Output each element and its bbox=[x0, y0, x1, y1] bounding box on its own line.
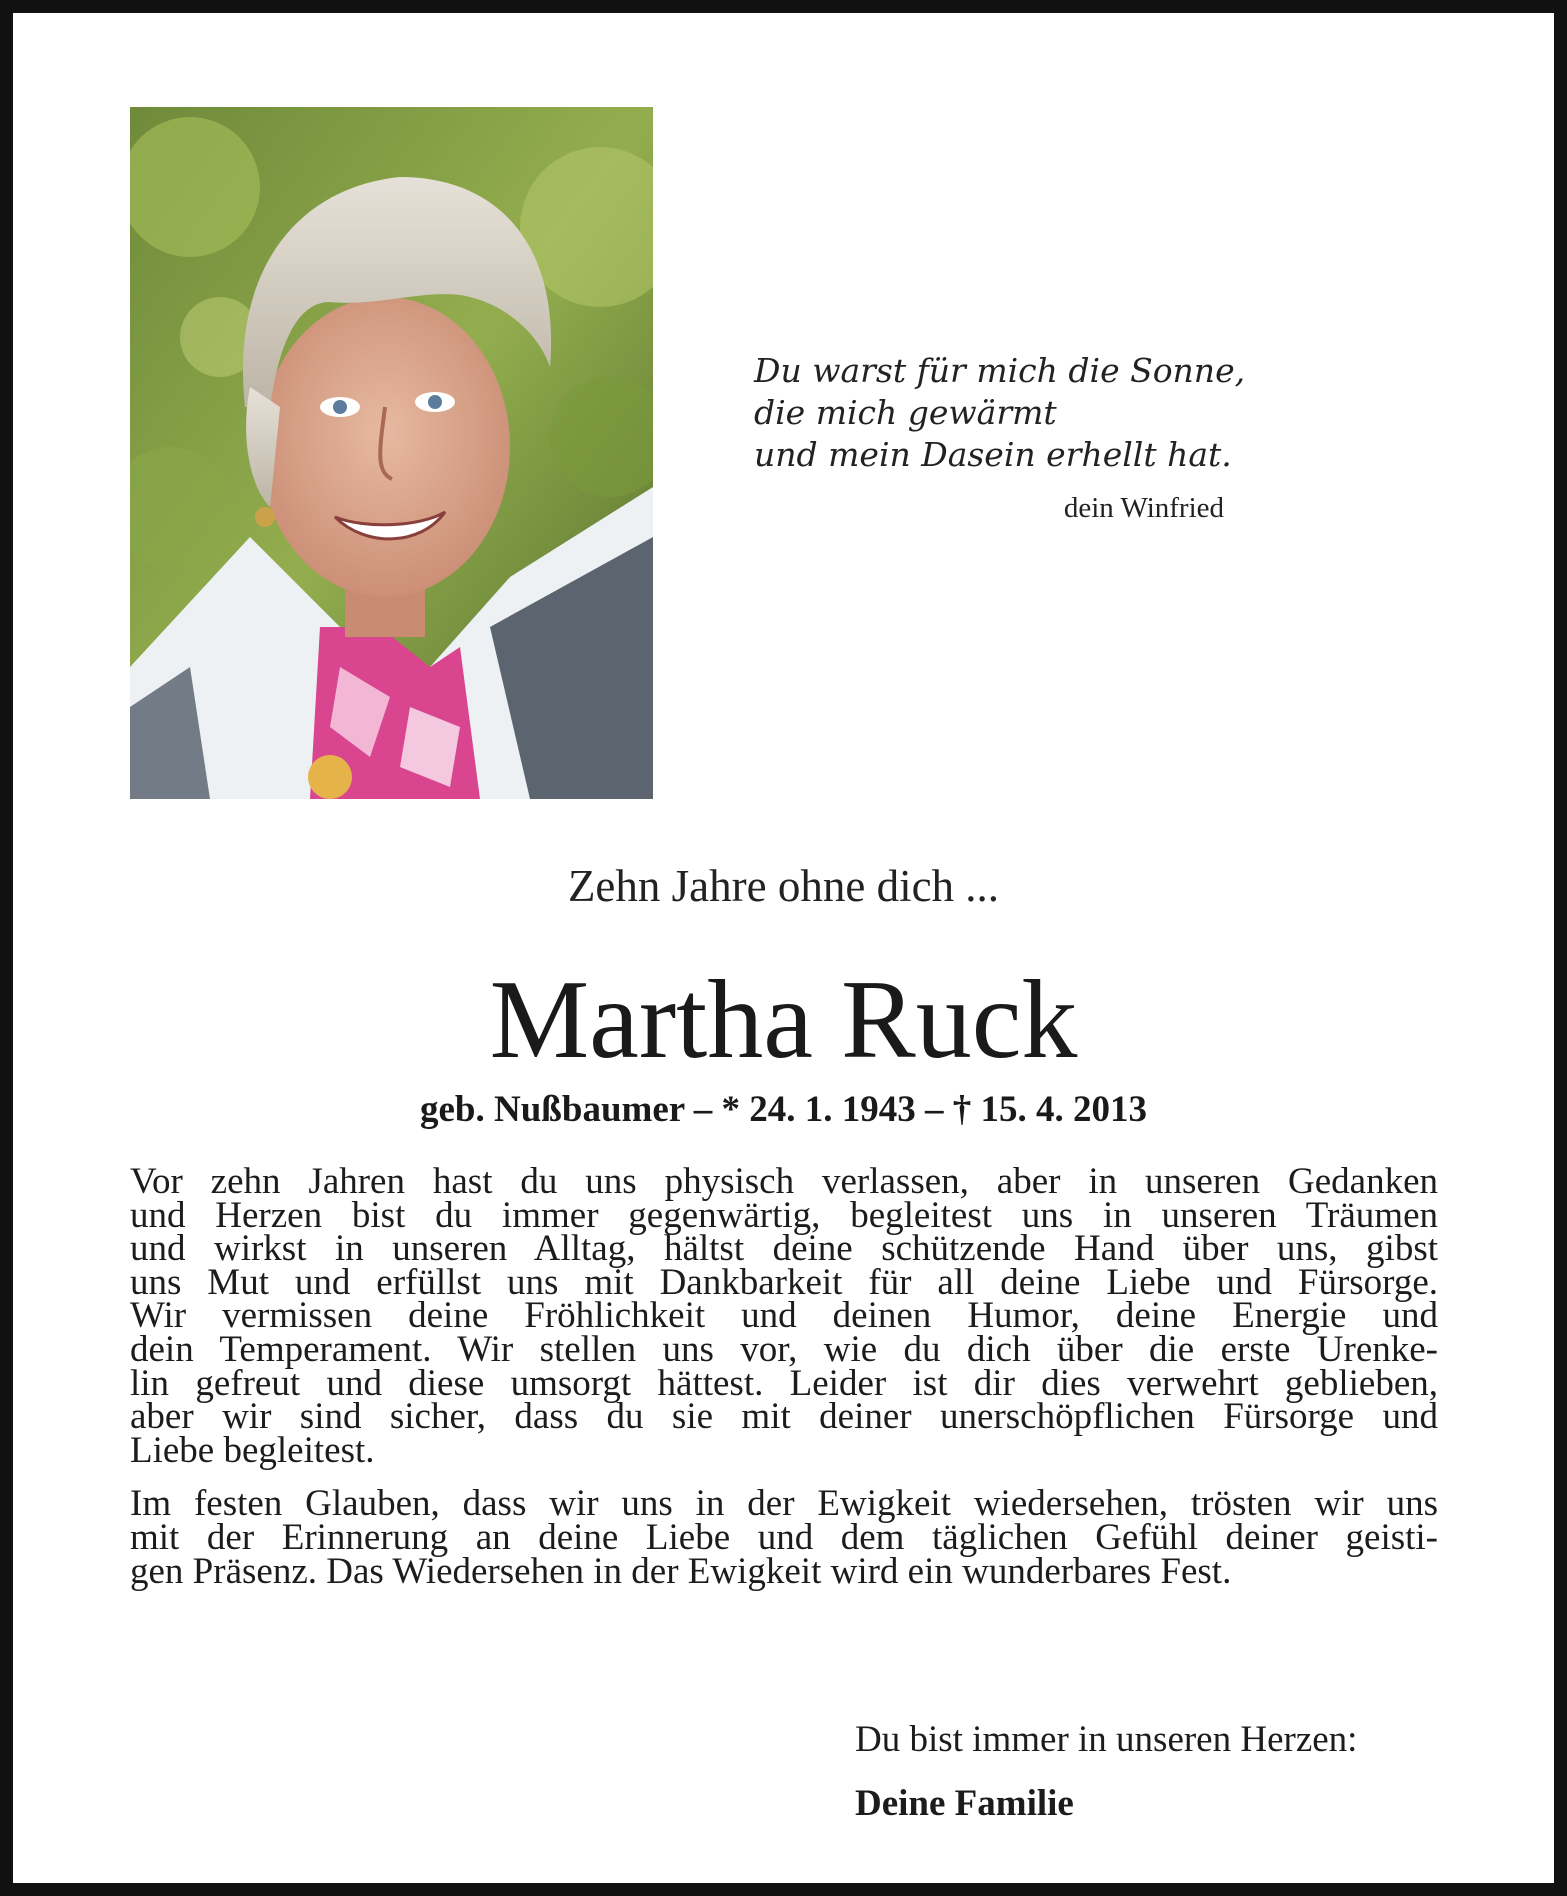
text-line: uns Mut und erfüllst uns mit Dankbarkeit für all deine Liebe und Fürsorge. bbox=[130, 1261, 1438, 1303]
family-signature: Deine Familie bbox=[855, 1783, 1074, 1824]
birth-death-dates: geb. Nußbaumer – * 24. 1. 1943 – † 15. 4. 2013 bbox=[419, 1089, 1148, 1130]
memorial-quote bbox=[754, 350, 1246, 476]
text-line: Liebe begleitest. bbox=[130, 1429, 375, 1471]
portrait-photo bbox=[130, 107, 653, 799]
quote-signoff: dein Winfried bbox=[1063, 492, 1224, 524]
text-line: lin gefreut und diese umsorgt hättest. Leider ist dir dies verwehrt geblieben, bbox=[130, 1362, 1438, 1404]
text-line: gen Präsenz. Das Wiedersehen in der Ewigkeit wird ein wunderbares Fest. bbox=[130, 1550, 1232, 1592]
text-line: dein Temperament. Wir stellen uns vor, wie du dich über die erste Urenke- bbox=[130, 1328, 1438, 1370]
text-line: mit der Erinnerung an deine Liebe und dem täglichen Gefühl deiner geisti- bbox=[130, 1516, 1438, 1558]
paragraph-1 bbox=[130, 1161, 1438, 1471]
text-line: Vor zehn Jahren hast du uns physisch verlassen, aber in unseren Gedanken bbox=[130, 1161, 1438, 1202]
text-line: aber wir sind sicher, dass du sie mit deiner unerschöpflichen Fürsorge und bbox=[130, 1396, 1438, 1438]
paragraph-2 bbox=[130, 1483, 1438, 1592]
memorial-text bbox=[130, 1161, 1438, 1592]
text-line: Wir vermissen deine Fröhlichkeit und deinen Humor, deine Energie und bbox=[130, 1295, 1438, 1337]
text-line: und Herzen bist du immer gegenwärtig, begleitest uns in unseren Träumen bbox=[130, 1194, 1438, 1236]
quote-line: Du warst für mich die Sonne, bbox=[754, 351, 1246, 390]
quote-line: die mich gewärmt bbox=[754, 393, 1057, 432]
quote-line: und mein Dasein erhellt hat. bbox=[754, 435, 1232, 474]
intro-line: Zehn Jahre ohne dich ... bbox=[567, 861, 1000, 911]
text-line: Im festen Glauben, dass wir uns in der Ewigkeit wiedersehen, trösten wir uns bbox=[130, 1483, 1438, 1525]
portrait-image bbox=[130, 107, 653, 799]
closing-line: Du bist immer in unseren Herzen: bbox=[855, 1719, 1358, 1760]
deceased-name: Martha Ruck bbox=[489, 958, 1078, 1082]
text-line: und wirkst in unseren Alltag, hältst deine schützende Hand über uns, gibst bbox=[130, 1228, 1438, 1270]
